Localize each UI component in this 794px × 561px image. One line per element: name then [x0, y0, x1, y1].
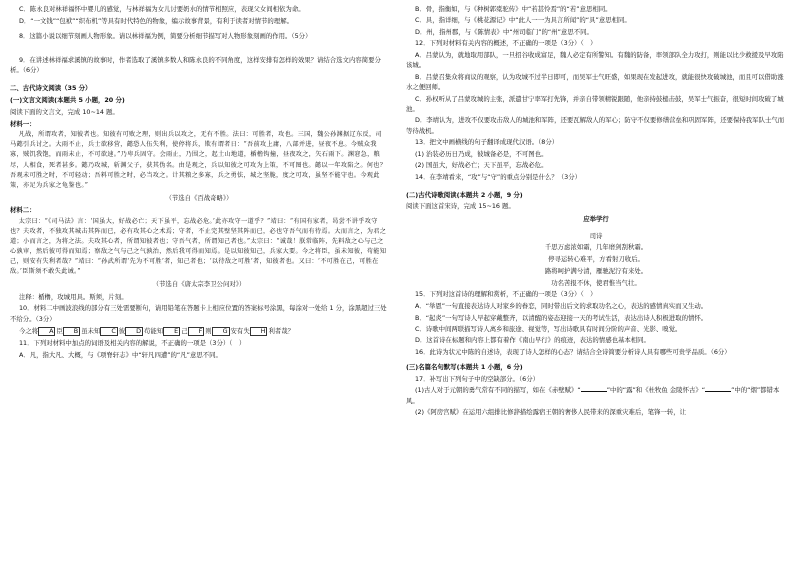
poem-line: 路将呵护满兮清，雁驰泥泞有来处。 [544, 266, 648, 275]
poem-intro: 阅读下面这首宋诗，完成 15~16 题。 [406, 202, 515, 211]
section-2-1-title: (一)文言文阅读(本题共 5 小题，20 分) [10, 95, 125, 104]
poem-line: 停寻运转心难平，方看射刀收后。 [548, 254, 644, 263]
break-mark-h[interactable]: H [250, 327, 268, 337]
q15-option-c: C．诗歌中间两联描写诗人离乡和旅途、视觉等，写出诗歌具有时间分阶的声音、光影、嗅觉。 [414, 325, 682, 334]
poem-author: 司诗 [589, 231, 603, 240]
break-mark-a[interactable]: A [38, 327, 55, 337]
q13-sentence-1: (1) 治装必历日乃成，彼城备必是，不可图也。 [414, 149, 548, 158]
q12-option-d: D．李靖认为，进攻不仅要攻击敌人的城池和军阵，还要瓦解敌人的军心；防守不仅要修缮营垒和巩固军阵，还要保持我军队士气而等待战机。 [406, 116, 785, 135]
question-15: 15．下列对这首诗的理解和赏析，不正确的一项是（3分）（ ） [414, 290, 597, 299]
annotation-note: 注释：楯橹，攻城用具。斯须，片刻。 [18, 292, 128, 301]
q7-option-d: D．“一文钱”“包袱”“织布机”等具有时代特色的物象，编示故事背景，有利于读者对情节的理解。 [18, 16, 293, 25]
q17-item-2: (2)《阿房宫赋》在运用六组排比修辞描绘露宿王朝的奢侈人民带来的深重灾难后，笔锋一转，让 [414, 408, 687, 417]
q12-option-b: B．吕蒙召集众将商议的观察，认为攻城不过半日即可，而吴军士气旺盛，如果现在发起进攻，就能很快攻破城池，而且可以借助涨水之便回师。 [406, 72, 784, 92]
break-mark-e[interactable]: E [163, 327, 180, 337]
material-1-label: 材料一： [10, 119, 36, 128]
question-8: 8．这篇小说以细节刻画人物形象。请以林祥福为例，简要分析细节描写对人物形象刻画的作用。（5分） [18, 31, 312, 40]
q11-option-c: C．具，指详细，与《桃花源记》中“此人一一为具言所闻”的“具”意思相同。 [414, 16, 631, 25]
q11-option-a: A．凡，指大凡、大概，与《项脊轩志》中“轩凡四遭”的“凡”意思不同。 [18, 350, 222, 359]
q15-option-a: A．“举恩”一句直接表达诗人对家乡的眷恋，同时带出后文的求取功名之心，表达的感情真实而又生动。 [414, 302, 708, 311]
section-3-title: (三)名篇名句默写(本题共 1 小题，6 分) [406, 362, 523, 371]
section-2-2-title: (二)古代诗歌阅读(本题共 2 小题，9 分) [406, 190, 523, 199]
break-mark-c[interactable]: C [100, 327, 117, 337]
q10-break-line: 今之将 A 臣 B 虽未知 C 彼 D 苟能知 E 己 F 则 G 安有失 H 利者哉？ [18, 326, 295, 335]
material-2-text: 太宗曰：“《司马法》言：‘国虽大，好战必亡；天下虽平，忘战必危。’此亦攻守一道乎？”靖曰：“有国有家者，曷尝不讲乎攻守也？夫攻者，不独攻其城击其阵而已，必有攻其心之术焉；守者，不止完其壁坚其阵而已，必也守吾气而有待焉。大而言之，为君之道；小而言之，为将之法。夫攻其心者，所谓知彼者也；守吾气者，所谓知己者也。”太宗曰：“诚哉！朕常临阵，先料敌之心与己之心孰审，然后彼可得而知焉；察敌之气与己之气孰治，然后我可得而知焉。是以知彼知己，兵家大要。今之将臣，虽未知彼，苟能知己，则安有失利者哉？”靖曰：“孙武所谓‘先为不可胜’者，知己者也；‘以待敌之可胜’者，知彼者也。又曰：‘不可胜在己，可胜在敌。’臣斯须不敢失此诫。” [10, 217, 387, 276]
poem-line: 功名苦报不休，使君惟当气壮。 [551, 278, 641, 287]
answer-blank[interactable] [581, 385, 607, 392]
question-14: 14．在李靖看来，“攻”与“守”的重点分别是什么？（3分） [414, 172, 581, 181]
material-2-source: （节选自《唐太宗李卫公问对》） [152, 280, 246, 289]
break-mark-f[interactable]: F [188, 327, 205, 337]
poem-line: 千思万虑浓如霜，几年磨剑刮秋霜。 [544, 242, 648, 251]
question-9: 9．在讲述林祥福求溪镇的故事时，作者选取了溪镇多数人和陈永良的不同角度，这样安排有怎样的效果？请结合选文内容简要分析。（6分） [10, 55, 381, 74]
break-mark-d[interactable]: D [125, 327, 143, 337]
q13-sentence-2: (2) 国虽大，好战必亡；天下虽平，忘战必危。 [414, 161, 548, 170]
break-mark-g[interactable]: G [212, 327, 230, 337]
right-column [406, 4, 786, 419]
q15-option-d: D．这首诗在标题和内容上都有着作《南山早行》的痕迹，表达的情感也基本相同。 [414, 336, 650, 345]
question-10: 10．材料二中画波浪线的部分有三处需要断句，请用铅笔在答题卡上相应位置的答案标号涂黑，每涂对一处给 1 分，涂黑超过三处不给分。（3分） [10, 304, 387, 323]
q7-option-c: C．陈永良对林祥福怀中婴儿的感觉，与林祥福为女儿讨要奶水的情节相照应，表现父女间相依为命。 [18, 5, 305, 13]
question-12: 12．下列对材料有关内容的概述，不正确的一项是（3分）（ ） [414, 39, 597, 48]
left-column [10, 4, 388, 361]
poem-title: 应举学行 [583, 214, 609, 223]
question-13: 13．把文中画横线的句子翻译成现代汉语。（8分） [414, 138, 559, 146]
material-2-label: 材料二： [10, 206, 36, 215]
q11-option-b: B．骨，指衡如，与《种树郭橐驼传》中“若甚怜焉”的“若”意思相同。 [414, 5, 612, 13]
q11-option-d: D．州，指州郡，与《陈情表》中“州司临门”的“州”意思不同。 [414, 27, 593, 36]
question-17: 17．补写出下列句子中的空缺部分。（6分） [414, 374, 539, 383]
q12-option-a: A．吕蒙认为，就地取用部队，一旦招谷收成富足，魏人必定有所警知。有魏的防备，率领部队全力攻打，则能以比少救援及早攻陷该城。 [406, 51, 784, 70]
material-1-source: （节选自《百战奇略》） [165, 193, 233, 202]
question-16: 16．此诗为状元中陈的自述诗，表现了诗人怎样的心态？请结合全诗简要分析诗人具有哪些可贵学品质。（6分） [414, 347, 731, 356]
q17-item-1: (1)古人对于元朝的勇气常有不同的描写，如在《赤壁赋》“ ”中的“露”和《杜牧鱼 金陵怀古》“ ”中的“烟”都错本风。 [406, 386, 780, 405]
reading-intro: 阅读下面的文言文，完成 10~14 题。 [10, 107, 119, 116]
break-mark-b[interactable]: B [63, 327, 80, 337]
section-2-title: 二、古代诗文阅读（35 分） [10, 83, 92, 92]
q12-option-c: C．孙权听从了吕蒙攻城的主张，派遣甘宁率军打先锋，并亲自带领精锐跟随，他亲持鼓槌击鼓，吴军士气振奋，很短时间攻破了城池。 [406, 94, 784, 113]
question-11: 11．下列对材料中加点的词语及相关内容的解说，不正确的一项是（3分）（ ） [18, 338, 246, 347]
answer-blank[interactable] [705, 385, 731, 392]
q15-option-b: B．“起炎”一句写诗人早起穿戴整齐，以清醒的姿态迎接一天的考试生活，表达出诗人积极进取的情怀。 [414, 313, 708, 322]
material-1-text: 凡战，所谓攻者，知彼者也。知彼有可败之理，则出兵以攻之，无有不胜。法曰：可胜者，攻也。三国，魏公孙渊据辽东反，司马懿引兵讨之。大雨不止，兵士欲移营，懿恐人伍失利，使停将兵，欺有谓者日：“吾前攻上庸，八部并进，昼夜不息。今贼众我寡，贼饥我饱，而雨未止，不可欲速。”乃卑兵固守。会雨止，乃围之，起土山地道，楯橹钩撞，昼夜攻之，矢石雨下。渊窘急，粮尽，人相食，死者甚多。懿乃攻城，斩渊父子，获其伪名。由是观之，兵以知彼之可攻为上策，不可图也。懿以一年攻陷之。何也？吾观未可胜之时，不可轻动；吾料可胜之时，必当攻之。计其粮之多寡，兵之勇怯，城之坚脆，度之可攻，虽坚不能守也。今观此策，亦足为兵家之龟鉴也。” [10, 131, 387, 189]
